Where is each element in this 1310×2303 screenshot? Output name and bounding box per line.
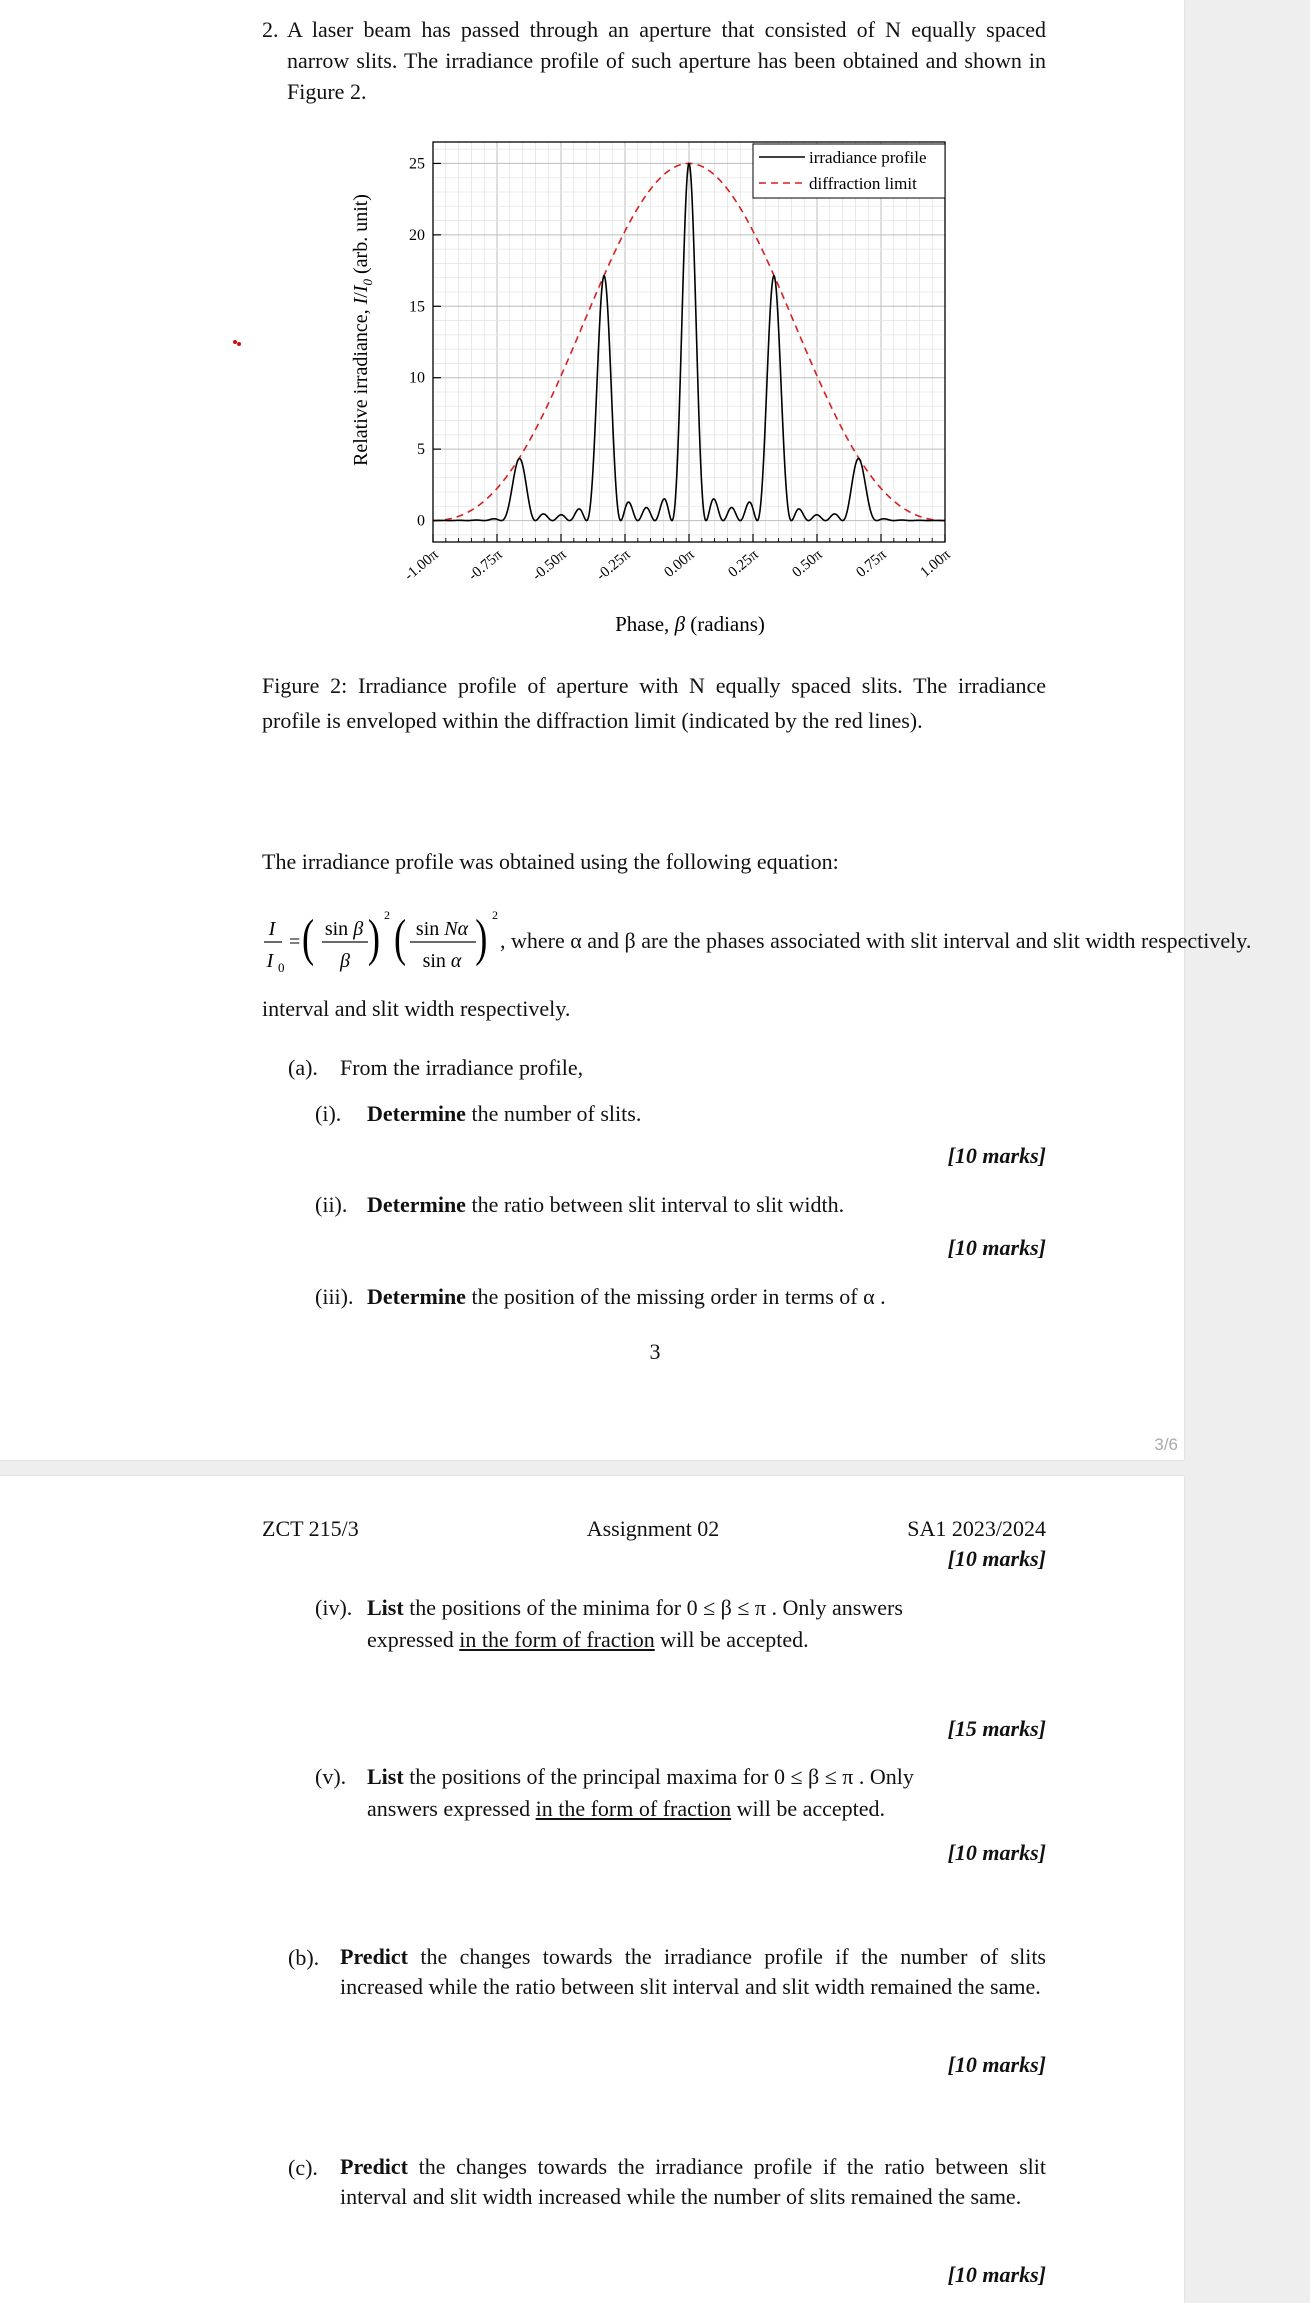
svg-text:(: ( bbox=[394, 908, 407, 967]
x-tick-label: -1.00π bbox=[401, 546, 442, 585]
svg-text:): ) bbox=[367, 908, 381, 967]
part-a-label: (a). bbox=[288, 1055, 318, 1080]
part-b-marks: [10 marks] bbox=[947, 2052, 1046, 2077]
legend-label-diffraction: diffraction limit bbox=[809, 174, 917, 193]
part-b-label: (b). bbox=[288, 1945, 320, 1970]
x-tick-label: -0.75π bbox=[465, 546, 506, 585]
item-iv-text-line2: expressed in the form of fraction will be accepted. bbox=[367, 1627, 809, 1652]
stray-mark bbox=[232, 338, 242, 348]
x-tick-label: 0.25π bbox=[725, 546, 762, 581]
item-ii-label: (ii). bbox=[315, 1192, 348, 1217]
item-ii-marks: [10 marks] bbox=[947, 1235, 1046, 1260]
part-c-text: Predict the changes towards the irradiance profile if the ratio between slit interval and slit width increased while the number of slits remained the same. bbox=[340, 2154, 1046, 2209]
page-4 bbox=[0, 1476, 1184, 2303]
x-tick-label: 0.00π bbox=[661, 546, 698, 581]
header-semester: SA1 2023/2024 bbox=[907, 1516, 1046, 1541]
question-number: 2. bbox=[262, 17, 279, 42]
part-c-marks: [10 marks] bbox=[947, 2262, 1046, 2287]
x-tick-label: 0.75π bbox=[853, 546, 890, 581]
y-tick-label: 10 bbox=[409, 369, 425, 387]
item-iii-label: (iii). bbox=[315, 1284, 354, 1309]
viewer-page-indicator: 3/6 bbox=[1154, 1435, 1178, 1454]
chart-svg bbox=[345, 122, 965, 642]
equation-trailer-line2: interval and slit width respectively. bbox=[262, 996, 571, 1021]
part-c-label: (c). bbox=[288, 2155, 318, 2180]
y-tick-label: 15 bbox=[409, 298, 425, 316]
item-iii-text: Determine the position of the missing order in terms of α . bbox=[367, 1284, 886, 1309]
svg-text:0: 0 bbox=[278, 960, 285, 975]
svg-text:sin α: sin α bbox=[422, 950, 462, 972]
irradiance-chart bbox=[345, 122, 965, 642]
x-tick-label: -0.25π bbox=[593, 546, 634, 585]
header-course-code: ZCT 215/3 bbox=[262, 1516, 359, 1541]
irradiance-equation bbox=[262, 905, 517, 975]
item-i-marks: [10 marks] bbox=[947, 1143, 1046, 1168]
svg-text:(: ( bbox=[302, 908, 315, 967]
svg-text:): ) bbox=[475, 908, 488, 967]
item-iv-label: (iv). bbox=[315, 1595, 353, 1620]
y-tick-label: 5 bbox=[417, 441, 425, 459]
svg-text:β: β bbox=[340, 950, 350, 972]
equation-intro: The irradiance profile was obtained using the following equation: bbox=[262, 849, 839, 874]
svg-text:=: = bbox=[289, 931, 301, 953]
svg-text:sin Nα: sin Nα bbox=[415, 918, 469, 940]
part-b-text: Predict the changes towards the irradiance profile if the number of slits increased while the ratio between slit interval and slit width remained the same. bbox=[340, 1944, 1046, 1999]
item-i-text: Determine the number of slits. bbox=[367, 1101, 642, 1126]
item-v-marks: [10 marks] bbox=[947, 1840, 1046, 1865]
part-a-text: From the irradiance profile, bbox=[340, 1055, 584, 1080]
item-ii-text: Determine the ratio between slit interval to slit width. bbox=[367, 1192, 845, 1217]
item-v-label: (v). bbox=[315, 1764, 347, 1789]
x-tick-label: -0.50π bbox=[529, 546, 570, 585]
y-axis-label: Relative irradiance, $I/I_0$ (arb. unit) bbox=[350, 194, 375, 466]
y-tick-label: 25 bbox=[409, 155, 425, 173]
svg-text:2: 2 bbox=[492, 908, 498, 922]
chart-grid bbox=[433, 142, 945, 542]
item-iv-marks: [15 marks] bbox=[947, 1716, 1046, 1741]
question-intro: A laser beam has passed through an aperture that consisted of N equally spaced narrow slits. The irradiance profile of such aperture has been obtained and shown in Figure 2. bbox=[287, 17, 1046, 104]
page-number: 3 bbox=[649, 1339, 661, 1364]
x-tick-label: 1.00π bbox=[917, 546, 954, 581]
item-v-text-line2: answers expressed in the form of fraction will be accepted. bbox=[367, 1796, 886, 1821]
chart-legend bbox=[753, 144, 945, 198]
x-axis-label: Phase, β (radians) bbox=[615, 612, 765, 636]
svg-text:sin β: sin β bbox=[324, 918, 364, 940]
x-tick-label: 0.50π bbox=[789, 546, 826, 581]
item-i-label: (i). bbox=[315, 1101, 342, 1126]
figure-caption: Figure 2: Irradiance profile of aperture with N equally spaced slits. The irradiance profile is enveloped within the diffraction limit (indicated by the red lines). bbox=[262, 673, 1046, 733]
item-iii-marks: [10 marks] bbox=[947, 1546, 1046, 1571]
svg-text:I: I bbox=[266, 950, 274, 972]
item-v-text: List the positions of the principal maxima for 0 ≤ β ≤ π . Only bbox=[367, 1764, 914, 1789]
header-assignment: Assignment 02 bbox=[586, 1516, 720, 1541]
svg-text:I: I bbox=[268, 918, 276, 940]
legend-label-irradiance: irradiance profile bbox=[809, 148, 927, 167]
y-tick-label: 20 bbox=[409, 226, 425, 244]
svg-text:2: 2 bbox=[384, 908, 390, 922]
equation-trailer: , where α and β are the phases associated with slit interval and slit width respectively. bbox=[500, 928, 1252, 953]
y-tick-label: 0 bbox=[417, 512, 425, 530]
item-iv-text: List the positions of the minima for 0 ≤ β ≤ π . Only answers bbox=[367, 1595, 903, 1620]
